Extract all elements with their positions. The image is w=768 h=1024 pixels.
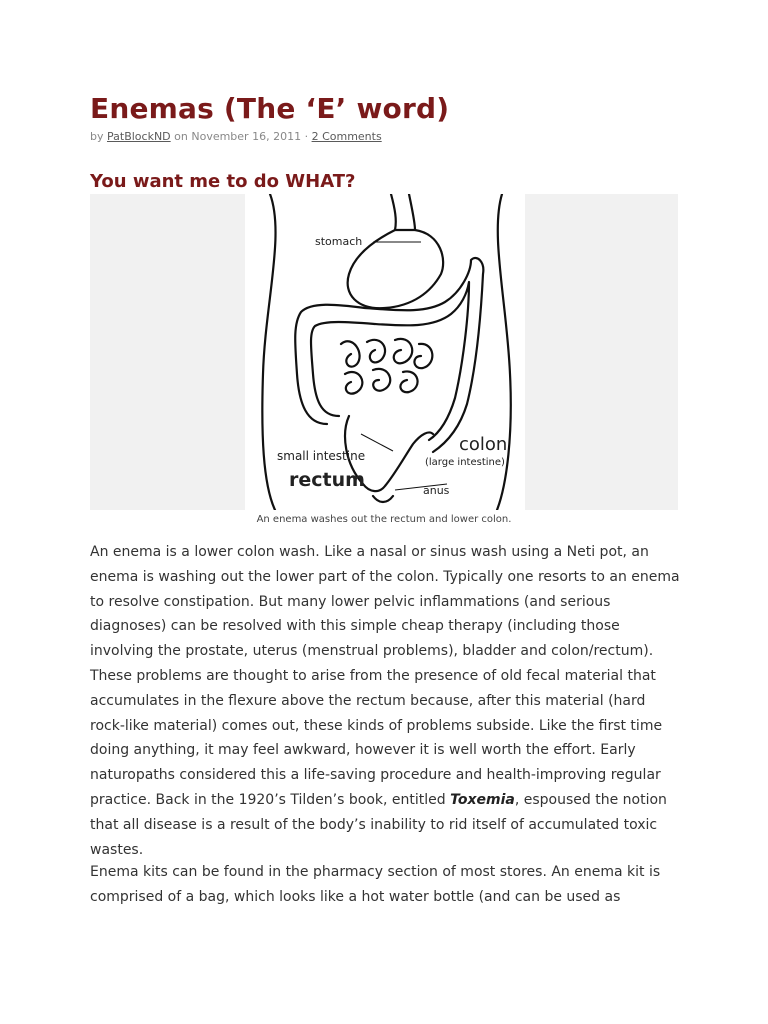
- byline-separator: ·: [301, 130, 312, 143]
- label-anus: anus: [423, 484, 450, 497]
- label-colon: colon: [459, 434, 508, 455]
- byline: [90, 130, 382, 143]
- paragraph-1-text-a: An enema is a lower colon wash. Like a nasal or sinus wash using a Neti pot, an enema is washing out the lower part of the colon. Typically one resorts to an enema to resolve constipation. But many lower pelvic inflammations (and serious diagnoses) can be resolved with this simple cheap therapy (including those involving the prostate, uterus (menstrual problems), bladder and colon/rectum). These problems are thought to arise from the presence of old fecal material that accumulates in the flexure above the rectum because, after this material (hard rock-like material) comes out, these kinds of problems subside. Like the first time doing anything, it may feel awkward, however it is well worth the effort. Early naturopaths considered this a life-saving procedure and health-improving regular practice. Back in the 1920’s Tilden’s book, entitled: [90, 544, 680, 808]
- byline-by: by: [90, 130, 104, 143]
- paragraph-1: [90, 540, 680, 862]
- body-left-outline: [262, 194, 275, 510]
- label-large-intestine: (large intestine): [425, 457, 505, 468]
- post-date: November 16, 2011: [191, 130, 302, 143]
- author-link[interactable]: PatBlockND: [107, 130, 171, 143]
- label-rectum: rectum: [289, 469, 365, 491]
- figure-caption: An enema washes out the rectum and lower colon.: [256, 514, 512, 525]
- label-stomach: stomach: [315, 235, 363, 248]
- post-title[interactable]: Enemas (The ‘E’ word): [90, 92, 450, 125]
- digestive-system-illustration: [245, 194, 525, 510]
- small-intestine-coils: [341, 339, 432, 394]
- byline-on: on: [174, 130, 188, 143]
- colon-outer: [295, 258, 483, 452]
- paragraph-2: Enema kits can be found in the pharmacy section of most stores. An enema kit is comprised of a bag, which looks like a hot water bottle (and can be used as: [90, 864, 661, 905]
- comments-link[interactable]: 2 Comments: [311, 130, 382, 143]
- paragraph-1-text-b: , espoused the notion that all disease is a result of the body’s inability to rid itself of accumulated toxic wastes.: [90, 791, 667, 858]
- book-title-toxemia: Toxemia: [450, 791, 515, 808]
- section-heading: You want me to do WHAT?: [90, 171, 356, 192]
- anus-shape: [373, 496, 393, 502]
- label-small-intestine: small intestine: [277, 449, 366, 463]
